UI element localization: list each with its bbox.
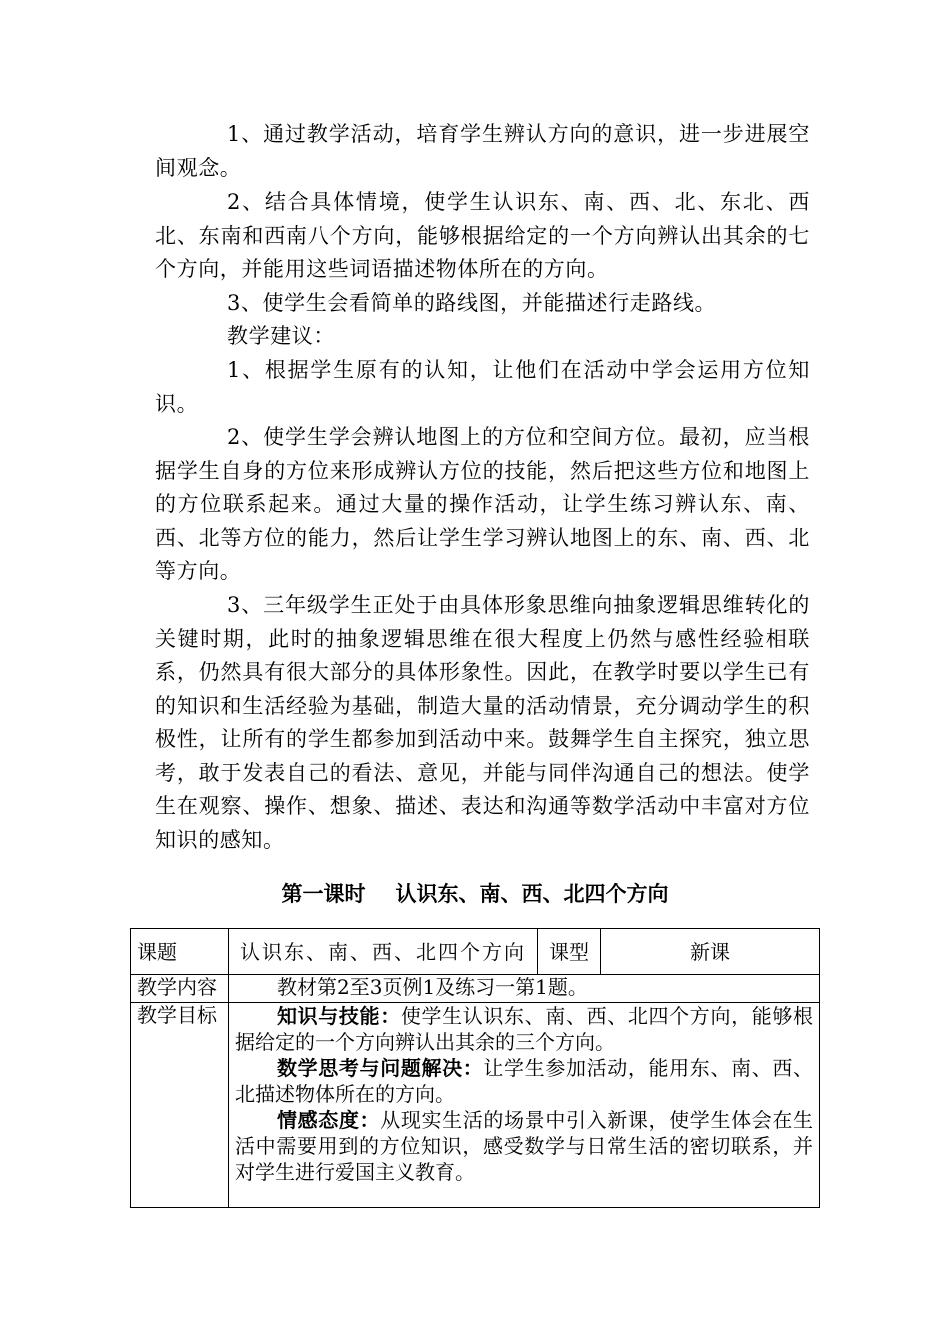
- suggestion-paragraph-1: 1、根据学生原有的认知，让他们在活动中学会运用方位知识。: [155, 358, 810, 416]
- suggestion-paragraph-3: 3、三年级学生正处于由具体形象思维向抽象逻辑思维转化的关键时期，此时的抽象逻辑思维在很大程度上仍然与感性经验相联系，仍然具有很大部分的具体形象性。因此，在教学时要以学生已有的知识和生活经验为基础，制造大量的活动情景，充分调动学生的积极性，让所有的学生都参加到活动中来。鼓舞学生自主探究，独立思考，敢于发表自己的看法、意见，并能与同伴沟通自己的想法。使学生在观察、操作、想象、描述、表达和沟通等数学活动中丰富对方位知识的感知。: [155, 593, 810, 852]
- content-label: 教学内容: [137, 975, 217, 999]
- content-value: 教材第2至3页例1及练习一第1题。: [277, 975, 588, 999]
- goals-cell: [229, 1003, 820, 1208]
- objective-paragraph-1: 1、通过教学活动，培育学生辨认方向的意识，进一步进展空间观念。: [155, 122, 810, 180]
- table-row: [131, 929, 820, 975]
- lesson-title-period: 第一课时: [281, 881, 366, 906]
- topic-label: 课题: [137, 939, 177, 964]
- lesson-title: [130, 878, 820, 908]
- goals-label: 教学目标: [137, 1003, 217, 1027]
- lesson-title-topic: 认识东、南、西、北四个方向: [395, 881, 669, 906]
- objective-paragraph-3: 3、使学生会看简单的路线图，并能描述行走路线。: [227, 291, 717, 315]
- goal-knowledge-text: 使学生认识东、南、西、北四个方向，能够根据给定的一个方向辨认出其余的三个方向。: [235, 1004, 814, 1054]
- goal-thinking-heading: 数学思考与问题解决：: [277, 1056, 484, 1080]
- goal-attitude: [235, 1107, 813, 1185]
- type-label: 课型: [549, 939, 589, 964]
- topic-value: 认识东、南、西、北四个方向: [240, 939, 526, 964]
- type-value-cell: [601, 929, 820, 975]
- type-label-cell: [538, 929, 601, 975]
- topic-label-cell: [131, 929, 229, 975]
- goal-knowledge-heading: 知识与技能：: [277, 1004, 401, 1028]
- lesson-plan-table: [130, 928, 820, 1208]
- content-value-cell: [229, 975, 820, 1003]
- goals-label-cell: [131, 1003, 229, 1208]
- goal-attitude-text: 从现实生活的场景中引入新课，使学生体会在生活中需要用到的方位知识，感受数学与日常生活的密切联系，并对学生进行爱国主义教育。: [235, 1108, 814, 1184]
- goal-knowledge: [235, 1003, 813, 1055]
- suggestion-heading: 教学建议：: [227, 324, 335, 348]
- type-value: 新课: [690, 939, 730, 964]
- suggestion-paragraph-2: 2、使学生学会辨认地图上的方位和空间方位。最初，应当根据学生自身的方位来形成辨认方位的技能，然后把这些方位和地图上的方位联系起来。通过大量的操作活动，让学生练习辨认东、南、西、北等方位的能力，然后让学生学习辨认地图上的东、南、西、北等方向。: [155, 425, 810, 583]
- goal-thinking: [235, 1055, 813, 1107]
- topic-value-cell: [229, 929, 538, 975]
- goal-attitude-heading: 情感态度：: [277, 1108, 381, 1132]
- goal-thinking-text: 让学生参加活动，能用东、南、西、北描述物体所在的方向。: [235, 1056, 814, 1106]
- content-label-cell: [131, 975, 229, 1003]
- table-row: [131, 1003, 820, 1208]
- objective-paragraph-2: 2、结合具体情境，使学生认识东、南、西、北、东北、西北、东南和西南八个方向，能够根据给定的一个方向辨认出其余的七个方向，并能用这些词语描述物体所在的方向。: [155, 190, 810, 281]
- table-row: [131, 975, 820, 1003]
